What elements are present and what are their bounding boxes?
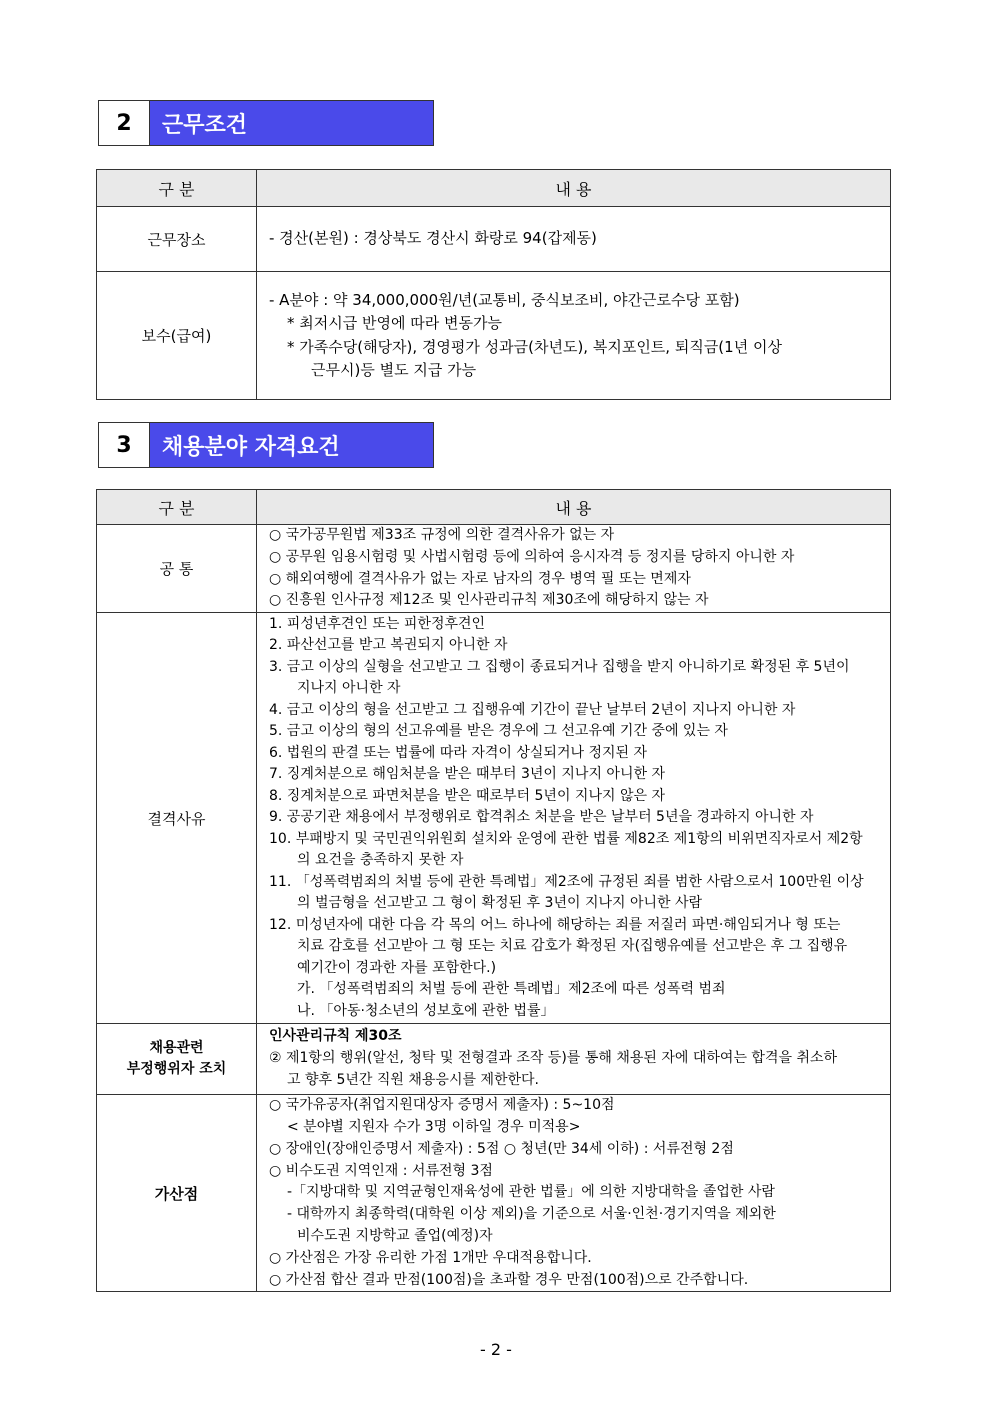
row-label-disqualification: 결격사유 <box>97 613 257 1024</box>
common-item: ○ 국가공무원법 제33조 규정에 의한 결격사유가 없는 자 <box>269 527 615 543</box>
disqualification-item-cont: 치료 감호를 선고받아 그 형 또는 치료 감호가 확정된 자(집행유예를 선고받은 후 그 집행유 <box>297 938 848 955</box>
disqualification-item: 8. 징계처분으로 파면처분을 받은 때로부터 5년이 지나지 않은 자 <box>269 787 665 804</box>
table-header-row <box>97 490 891 525</box>
salary-note: 근무시)등 별도 지급 가능 <box>311 361 477 379</box>
fraud-item: ② 제1항의 행위(알선, 청탁 및 전형결과 조작 등)를 통해 채용된 자에 대하여는 합격을 취소하 <box>269 1050 838 1067</box>
salary-line: - A분야 : 약 34,000,000원/년(교통비, 중식보조비, 야간근로수당 포함) <box>269 290 740 309</box>
table-row-common <box>97 525 891 613</box>
header-content: 내 용 <box>257 170 891 207</box>
work-conditions-table <box>96 169 891 400</box>
disqualification-item-cont: 의 요건을 충족하지 못한 자 <box>297 852 464 869</box>
row-label-common: 공 통 <box>97 525 257 613</box>
bonus-item: ○ 비수도권 지역인재 : 서류전형 3점 <box>269 1162 493 1179</box>
section-2-number: 2 <box>99 101 150 145</box>
header-category: 구 분 <box>97 170 257 207</box>
bonus-item: ○ 장애인(장애인증명서 제출자) : 5점 ○ 청년(만 34세 이하) : 서류전형 2점 <box>269 1140 734 1157</box>
section-3-number: 3 <box>99 423 150 467</box>
bonus-subitem-cont: 비수도권 지방학교 졸업(예정)자 <box>297 1227 493 1244</box>
common-item: ○ 해외여행에 결격사유가 없는 자로 남자의 경우 병역 필 또는 면제자 <box>269 570 691 587</box>
disqualification-item: 6. 법원의 판결 또는 법률에 따라 자격이 상실되거나 정지된 자 <box>269 744 647 761</box>
bonus-subitem: -「지방대학 및 지역균형인재육성에 관한 법률」에 의한 지방대학을 졸업한 사람 <box>287 1184 775 1201</box>
header-category: 구 분 <box>97 490 257 525</box>
table-row-bonus <box>97 1095 891 1292</box>
disqualification-item-cont: 의 벌금형을 선고받고 그 형이 확정된 후 3년이 지나지 아니한 사람 <box>297 895 703 912</box>
disqualification-subitem: 가. 「성폭력범죄의 처벌 등에 관한 특례법」제2조에 따른 성폭력 범죄 <box>297 981 726 998</box>
table-row-workplace <box>97 207 891 272</box>
disqualification-item: 2. 파산선고를 받고 복권되지 아니한 자 <box>269 637 508 654</box>
salary-note: * 최저시급 반영에 따라 변동가능 <box>287 314 502 332</box>
disqualification-item-cont: 지나지 아니한 자 <box>297 680 401 697</box>
disqualification-subitem: 나. 「아동·청소년의 성보호에 관한 법률」 <box>297 1002 555 1019</box>
disqualification-item: 1. 피성년후견인 또는 피한정후견인 <box>269 615 486 632</box>
disqualification-item: 10. 부패방지 및 국민권익위원회 설치와 운영에 관한 법률 제82조 제1항의 비위면직자로서 제2항 <box>269 830 863 847</box>
bonus-item: ○ 가산점은 가장 유리한 가점 1개만 우대적용합니다. <box>269 1249 592 1266</box>
fraud-label-line2: 부정행위자 조치 <box>126 1061 227 1078</box>
fraud-heading: 인사관리규칙 제30조 <box>269 1028 402 1045</box>
bonus-subitem: - 대학까지 최종학력(대학원 이상 제외)을 기준으로 서울·인천·경기지역을 제외한 <box>287 1206 776 1223</box>
salary-note: * 가족수당(해당자), 경영평가 성과금(차년도), 복지포인트, 퇴직금(1년 이상 <box>287 337 782 356</box>
section-3-title: 채용분야 자격요건 <box>150 423 433 467</box>
fraud-label-line1: 채용관련 <box>149 1040 204 1057</box>
common-item: ○ 진흥원 인사규정 제12조 및 인사관리규칙 제30조에 해당하지 않는 자 <box>269 592 709 609</box>
bonus-item-note: < 분야별 지원자 수가 3명 이하일 경우 미적용> <box>287 1118 581 1135</box>
table-header-row <box>97 170 891 207</box>
page-number: - 2 - <box>480 1340 512 1359</box>
fraud-item-cont: 고 향후 5년간 직원 채용응시를 제한한다. <box>287 1072 539 1089</box>
section-2-title: 근무조건 <box>150 101 433 145</box>
bonus-item: ○ 국가유공자(취업지원대상자 증명서 제출자) : 5~10점 <box>269 1097 615 1114</box>
row-label-salary: 보수(급여) <box>97 272 257 400</box>
table-row-salary <box>97 272 891 400</box>
bonus-item: ○ 가산점 합산 결과 만점(100점)을 초과할 경우 만점(100점)으로 간주합니다. <box>269 1271 749 1288</box>
section-2-header <box>98 100 434 146</box>
row-label-workplace: 근무장소 <box>97 207 257 272</box>
disqualification-item: 9. 공공기관 채용에서 부정행위로 합격취소 처분을 받은 날부터 5년을 경과하지 아니한 자 <box>269 809 814 826</box>
header-content: 내 용 <box>257 490 891 525</box>
disqualification-item: 4. 금고 이상의 형을 선고받고 그 집행유예 기간이 끝난 날부터 2년이 지나지 아니한 자 <box>269 701 796 718</box>
common-item: ○ 공무원 임용시험령 및 사법시험령 등에 의하여 응시자격 등 정지를 당하지 아니한 자 <box>269 548 795 565</box>
section-3-header <box>98 422 434 468</box>
disqualification-item: 7. 징계처분으로 해임처분을 받은 때부터 3년이 지나지 아니한 자 <box>269 766 665 783</box>
qualification-table <box>96 489 891 1292</box>
row-label-bonus: 가산점 <box>97 1095 257 1292</box>
disqualification-item: 12. 미성년자에 대한 다음 각 목의 어느 하나에 해당하는 죄를 저질러 파면·해임되거나 형 또는 <box>269 916 841 933</box>
workplace-line: - 경산(본원) : 경상북도 경산시 화랑로 94(갑제동) <box>269 229 597 248</box>
disqualification-item-cont: 예기간이 경과한 자를 포함한다.) <box>297 959 497 976</box>
table-row-disqualification <box>97 613 891 1024</box>
disqualification-item: 11. 「성폭력범죄의 처벌 등에 관한 특례법」제2조에 규정된 죄를 범한 사람으로서 100만원 이상 <box>269 873 864 890</box>
disqualification-item: 3. 금고 이상의 실형을 선고받고 그 집행이 종료되거나 집행을 받지 아니하기로 확정된 후 5년이 <box>269 658 850 675</box>
disqualification-item: 5. 금고 이상의 형의 선고유예를 받은 경우에 그 선고유예 기간 중에 있는 자 <box>269 723 728 740</box>
table-row-fraud <box>97 1024 891 1095</box>
row-label-fraud <box>97 1024 257 1095</box>
